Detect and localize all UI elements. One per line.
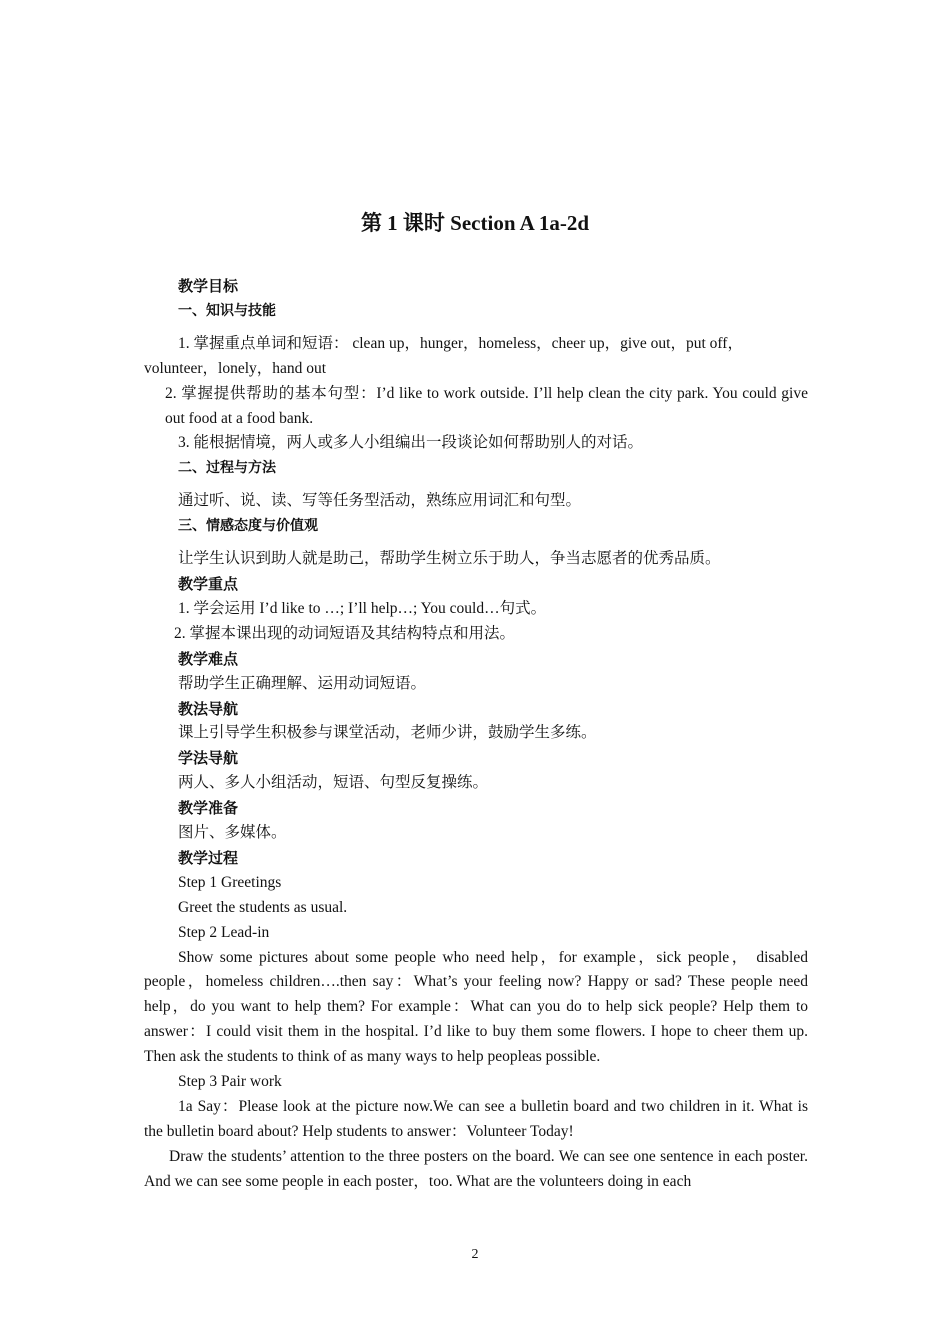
procedure-heading: 教学过程	[178, 848, 239, 867]
difficulties-text: 帮助学生正确理解、运用动词短语。	[178, 674, 427, 692]
step-1-title: Step 1 Greetings	[178, 873, 282, 891]
preparation-text: 图片、多媒体。	[178, 824, 287, 842]
step-2-title: Step 2 Lead-in	[178, 923, 270, 941]
emotion-values-heading: 三、情感态度与价值观	[178, 518, 318, 535]
lesson-title: 第 1 课时 Section A 1a-2d	[360, 211, 590, 235]
objective-item-2: 2. 掌握提供帮助的基本句型：I’d like to work outside. I’ll help clean the city park. You could give out food at a food bank.	[165, 384, 808, 427]
step-2-text: Show some pictures about some people who need help，for example，sick people， disabled people，homeless children….then say：What’s your feeling now? Happy or sad? These people need help，do you want to help them? For example：What can you do to help sick people? Help them to answer：I could visit them in the hospital. I’d like to buy them some flowers. I hope to cheer them up. Then ask the students to think of as many ways to help peopleas possible.	[144, 948, 808, 1066]
key-point-item-1: 1. 学会运用 I’d like to …; I’ll help…; You could…句式。	[178, 599, 547, 617]
step-3-text-1a: 1a Say：Please look at the picture now.We can see a bulletin board and two children in it. What is the bulletin board about? Help students to answer：Volunteer Today!	[144, 1098, 808, 1140]
lesson-content	[144, 274, 808, 1195]
learning-method-heading: 学法导航	[178, 749, 239, 768]
key-points-heading: 教学重点	[178, 574, 239, 593]
preparation-heading: 教学准备	[178, 799, 239, 818]
teaching-method-text: 课上引导学生积极参与课堂活动，老师少讲，鼓励学生多练。	[178, 724, 597, 742]
step-1-text: Greet the students as usual.	[178, 898, 348, 916]
page-number: 2	[471, 1247, 479, 1262]
objectives-heading: 教学目标	[178, 277, 239, 295]
key-point-item-2: 2. 掌握本课出现的动词短语及其结构特点和用法。	[174, 624, 516, 642]
objective-item-1-continued: volunteer，lonely，hand out	[144, 359, 327, 377]
emotion-values-text: 让学生认识到助人就是助己，帮助学生树立乐于助人，争当志愿者的优秀品质。	[178, 550, 721, 568]
objective-item-3: 3. 能根据情境，两人或多人小组编出一段谈论如何帮助别人的对话。	[178, 434, 644, 452]
difficulties-heading: 教学难点	[178, 649, 239, 668]
step-3-text-posters: Draw the students’ attention to the three posters on the board. We can see one sentence in each poster. And we can see some people in each poster，too. What are the volunteers doing in each	[144, 1147, 808, 1190]
process-methods-text: 通过听、说、读、写等任务型活动，熟练应用词汇和句型。	[178, 492, 582, 510]
teaching-method-heading: 教法导航	[178, 699, 239, 718]
objective-item-1: 1. 掌握重点单词和短语： clean up，hunger，homeless，cheer up，give out，put off，	[178, 334, 743, 352]
step-3-title: Step 3 Pair work	[178, 1073, 282, 1091]
learning-method-text: 两人、多人小组活动，短语、句型反复操练。	[178, 774, 489, 792]
process-methods-heading: 二、过程与方法	[178, 460, 276, 477]
knowledge-skills-heading: 一、知识与技能	[178, 302, 276, 319]
